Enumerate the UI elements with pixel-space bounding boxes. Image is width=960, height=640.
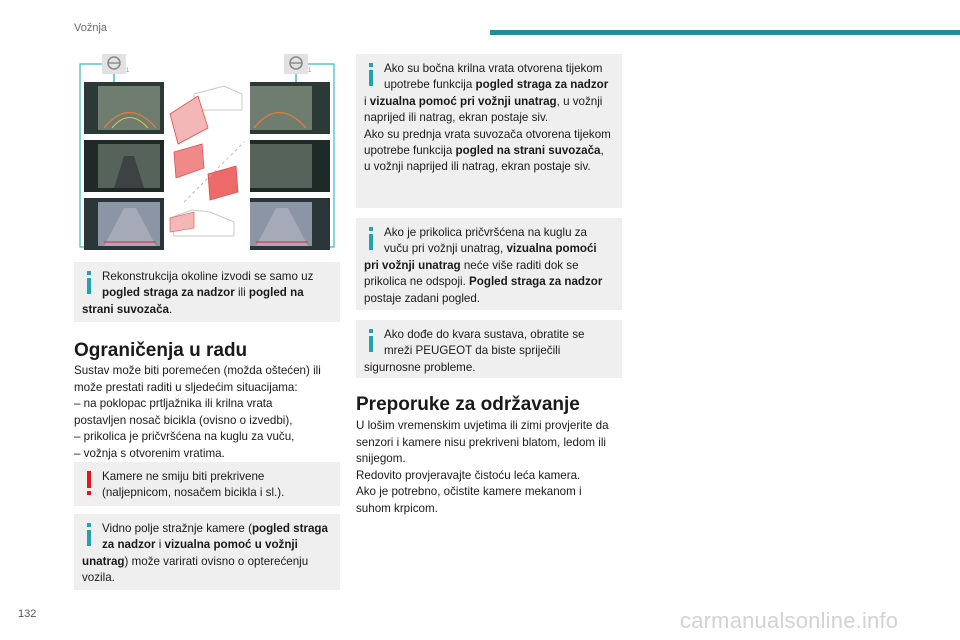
- list-item: – vožnja s otvorenim vratima.: [74, 446, 225, 460]
- limitations-text: Sustav može biti poremećen (možda oštećen) ili može prestati raditi u sljedećim situacijama: – na poklopac prtljažnika ili krilna vrata postavljen nosač bicikla (ovisno o izvedbi), – prikolica je pričvršćena na kuglu za vuču, – vožnja s otvorenim vratima.: [74, 363, 344, 463]
- list-item: postavljen nosač bicikla (ovisno o izvedbi),: [74, 413, 293, 427]
- camera-views-illustration: [74, 52, 340, 252]
- info-icon: [364, 61, 378, 93]
- info-note-reconstruction: Rekonstrukcija okoline izvodi se samo uz pogled straga za nadzor ili pogled na strani suvozača.: [74, 262, 340, 322]
- section-title: Vožnja: [74, 22, 108, 34]
- badge-right: 1: [308, 68, 312, 74]
- page-number: 132: [18, 608, 37, 620]
- info-icon: [82, 521, 96, 553]
- vehicle-projection-diagram: [170, 86, 244, 236]
- info-note-trailer: Ako je prikolica pričvršćena na kuglu za vuču pri vožnji unatrag, vizualna pomoći pri vožnji unatrag neće više raditi dok se prikolica ne odspoji. Pogled straga za nadzor postaje zadani pogled.: [356, 218, 622, 310]
- left-camera-screens: [84, 82, 164, 250]
- maintenance-text: U lošim vremenskim uvjetima ili zimi provjerite da senzori i kamere nisu prekriveni blatom, ledom ili snijegom. Redovito provjeravajte čistoću leća kamera. Ako je potrebno, očistite kamere mekanom i suhom krpicom.: [356, 419, 609, 515]
- watermark: carmanualsonline.info: [680, 608, 899, 633]
- header-accent-bar: [490, 30, 960, 35]
- warning-icon: [82, 469, 96, 501]
- info-icon: [364, 327, 378, 359]
- info-icon: [82, 269, 96, 301]
- steering-wheel-icon: [284, 54, 308, 74]
- warning-note-cameras: Kamere ne smiju biti prekrivene (naljepnicom, nosačem bicikla i sl.).: [74, 462, 340, 506]
- right-camera-screens: [250, 82, 330, 250]
- info-note-doors-open: Ako su bočna krilna vrata otvorena tijekom upotrebe funkcija pogled straga za nadzor i vizualna pomoć pri vožnji unatrag, u vožnji naprijed ili natrag, ekran postaje siv. Ako su prednja vrata suvozača otvorena tijekom upotrebe funkcija pogled na strani suvozača, u vožnji naprijed ili natrag, ekran postaje siv.: [356, 54, 622, 208]
- steering-wheel-icon: [102, 54, 126, 74]
- list-item: – na poklopac prtljažnika ili krilna vrata: [74, 397, 273, 411]
- info-note-system-fault: Ako dođe do kvara sustava, obratite se mreži PEUGEOT da biste spriječili sigurnosne probleme.: [356, 320, 622, 378]
- heading-maintenance: Preporuke za održavanje: [356, 394, 580, 415]
- heading-limitations: Ograničenja u radu: [74, 340, 248, 361]
- info-icon: [364, 225, 378, 257]
- badge-left: 1: [126, 68, 130, 74]
- info-note-field-of-view: Vidno polje stražnje kamere (pogled straga za nadzor i vizualna pomoć u vožnji unatrag) može varirati ovisno o opterećenju vozila.: [74, 514, 340, 590]
- list-item: – prikolica je pričvršćena na kuglu za vuču,: [74, 430, 295, 444]
